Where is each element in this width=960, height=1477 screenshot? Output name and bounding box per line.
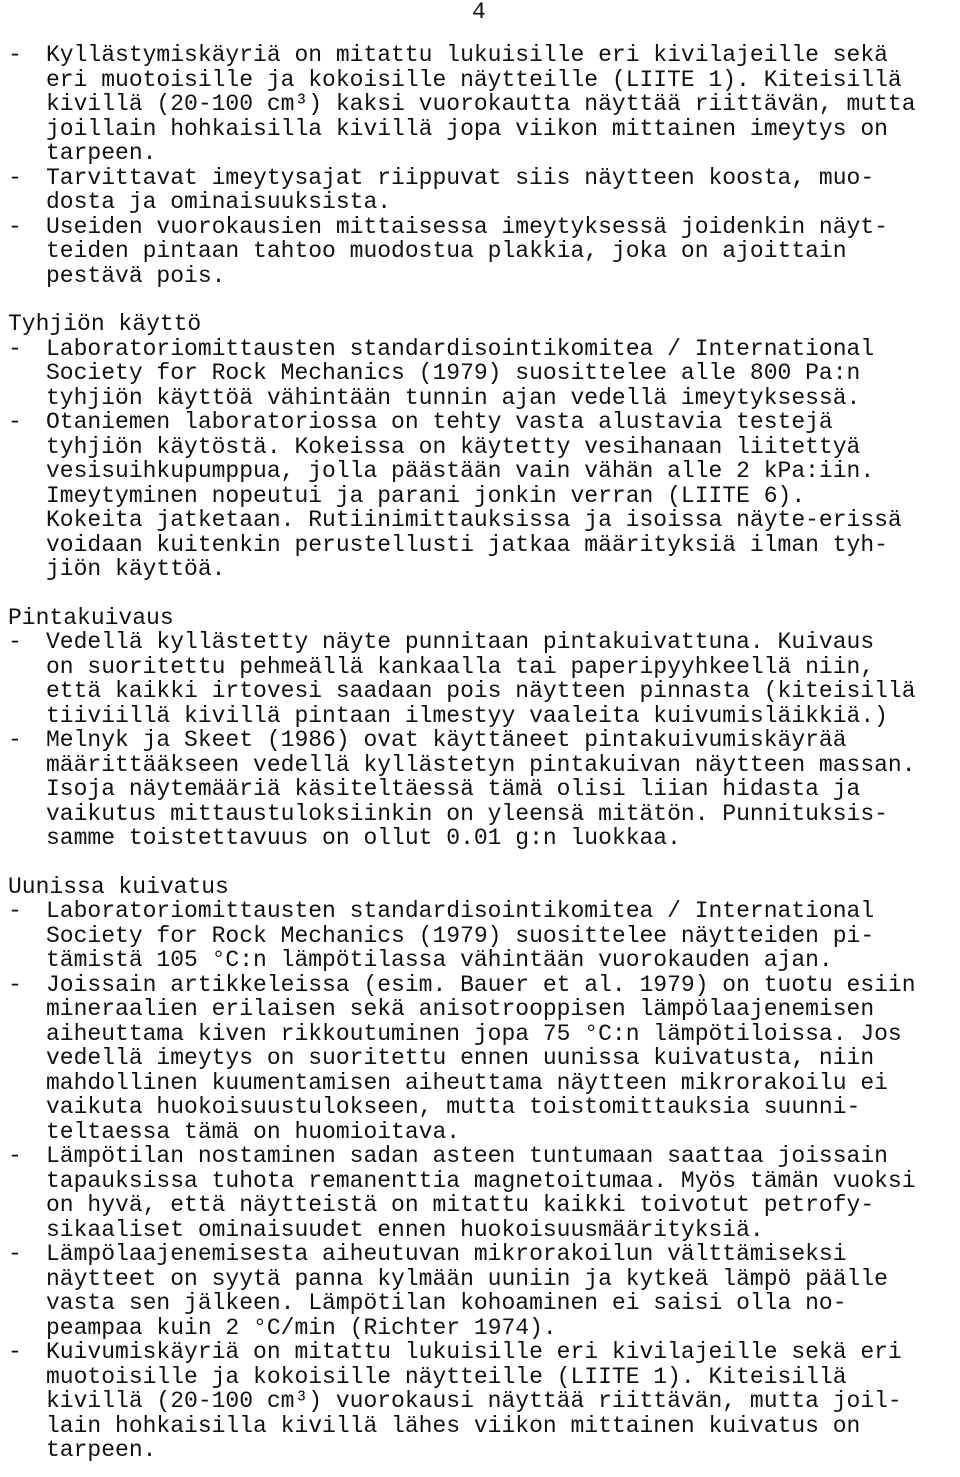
page-number: 4 (472, 0, 486, 25)
text-line: Melnyk ja Skeet (1986) ovat käyttäneet pintakuivumiskäyrää (46, 727, 847, 753)
bullet-dash: - (8, 335, 22, 362)
text-line: Society for Rock Mechanics (1979) suosittelee näytteiden pi- (46, 922, 875, 949)
intro-section (8, 43, 960, 288)
text-line: että kaikki irtovesi saadaan pois näytteen pinnasta (kiteisillä (46, 678, 916, 704)
section-spacer (8, 288, 960, 312)
list-item-text (46, 166, 960, 215)
list-item (8, 899, 960, 973)
text-line: Otaniemen laboratoriossa on tehty vasta alustavia testejä (46, 409, 833, 435)
text-line: kivillä (20-100 cm³) kaksi vuorokautta näyttää riittävän, mutta (46, 91, 916, 117)
list-item (8, 1144, 960, 1242)
text-line: vaikutus mittaustuloksiinkin on yleensä mitätön. Punnituksis- (46, 800, 888, 827)
text-line: Isoja näytemääriä käsiteltäessä tämä olisi liian hidasta ja (46, 776, 861, 802)
list-item (8, 1242, 960, 1340)
section-spacer (8, 851, 960, 875)
text-line: tarpeen. (46, 140, 157, 166)
list-item-text (46, 410, 960, 582)
text-line: Vedellä kyllästetty näyte punnitaan pintakuivattuna. Kuivaus (46, 629, 875, 655)
text-line: Kokeita jatketaan. Rutiinimittauksissa ja isoissa näyte-erissä (46, 507, 902, 533)
text-line: vasta sen jälkeen. Lämpötilan kohoaminen ei saisi olla no- (46, 1290, 847, 1316)
bullet-dash: - (8, 164, 22, 191)
section-heading: Pintakuivaus (8, 604, 174, 631)
text-line: pestävä pois. (46, 262, 226, 289)
text-line: on hyvä, että näytteistä on mitattu kaikki toivotut petrofy- (46, 1192, 875, 1218)
text-line: Joissain artikkeleissa (esim. Bauer et al. 1979) on tuotu esiin (46, 971, 916, 998)
document-body (8, 43, 960, 1463)
text-line: Lämpötilan nostaminen sadan asteen tuntumaan saattaa joissain (46, 1143, 888, 1169)
text-line: määrittääkseen vedellä kyllästetyn pintakuivan näytteen massan. (46, 751, 916, 778)
bullet-dash: - (8, 1143, 22, 1169)
text-line: vesisuihkupumppua, jolla päästään vain vähän alle 2 kPa:iin. (46, 458, 875, 484)
text-line: Useiden vuorokausien mittaisessa imeytyksessä joidenkin näyt- (46, 213, 888, 240)
list-item-text (46, 1242, 960, 1340)
text-line: Kyllästymiskäyriä on mitattu lukuisille eri kivilajeille sekä (46, 42, 888, 68)
bullet-dash: - (8, 727, 22, 753)
text-line: sikaaliset ominaisuudet ennen huokoisuusmäärityksiä. (46, 1216, 764, 1243)
text-line: jiön käyttöä. (46, 556, 226, 582)
list-item (8, 410, 960, 582)
list-item-text (46, 899, 960, 973)
text-line: muotoisille ja kokoisille näytteille (LIITE 1). Kiteisillä (46, 1363, 847, 1390)
text-line: lain hohkaisilla kivillä lähes viikon mittainen kuivatus on (46, 1412, 861, 1439)
text-line: vedellä imeytys on suoritettu ennen uunissa kuivatusta, niin (46, 1045, 875, 1071)
section-heading: Uunissa kuivatus (8, 873, 229, 900)
text-line: Lämpölaajenemisesta aiheutuvan mikrorakoilun välttämiseksi (46, 1241, 847, 1267)
text-line: dosta ja ominaisuuksista. (46, 189, 392, 215)
section-heading: Tyhjiön käyttö (8, 311, 202, 337)
list-item (8, 43, 960, 166)
text-line: Society for Rock Mechanics (1979) suosittelee alle 800 Pa:n (46, 360, 861, 386)
list-item-text (46, 1144, 960, 1242)
text-line: teltaessa tämä on huomioitava. (46, 1118, 461, 1145)
list-item (8, 973, 960, 1145)
text-line: aiheuttama kiven rikkoutuminen jopa 75 °C:n lämpötiloissa. Jos (46, 1020, 902, 1047)
bullet-dash: - (8, 629, 22, 655)
list-item-text (46, 337, 960, 411)
text-line: tyhjiön käyttöä vähintään tunnin ajan vedellä imeytyksessä. (46, 384, 861, 411)
list-item (8, 728, 960, 851)
bullet-dash: - (8, 213, 22, 240)
list-item (8, 337, 960, 411)
section-tyhjion-kaytto (8, 312, 960, 582)
text-line: näytteet on syytä panna kylmään uuniin ja kytkeä lämpö päälle (46, 1265, 888, 1292)
bullet-dash: - (8, 42, 22, 68)
bullet-dash: - (8, 971, 22, 998)
text-line: samme toistettavuus on ollut 0.01 g:n luokkaa. (46, 825, 681, 851)
text-line: Kuivumiskäyriä on mitattu lukuisille eri kivilajeille sekä eri (46, 1339, 902, 1365)
text-line: vaikuta huokoisuustulokseen, mutta toistomittauksia suunni- (46, 1094, 861, 1120)
text-line: Laboratoriomittausten standardisointikomitea / International (46, 335, 875, 362)
list-item (8, 166, 960, 215)
text-line: mahdollinen kuumentamisen aiheuttama näytteen mikrorakoilu ei (46, 1069, 888, 1096)
list-item-text (46, 630, 960, 728)
text-line: peampaa kuin 2 °C/min (Richter 1974). (46, 1314, 557, 1341)
list-item (8, 215, 960, 289)
list-item-text (46, 215, 960, 289)
list-item (8, 1340, 960, 1463)
list-item-text (46, 973, 960, 1145)
text-line: joillain hohkaisilla kivillä jopa viikon mittainen imeytys on (46, 115, 888, 142)
text-line: kivillä (20-100 cm³) vuorokausi näyttää riittävän, mutta joil- (46, 1388, 902, 1414)
list-item-text (46, 1340, 960, 1463)
section-pintakuivaus (8, 606, 960, 851)
bullet-dash: - (8, 898, 22, 924)
text-line: Imeytyminen nopeutui ja parani jonkin verran (LIITE 6). (46, 482, 806, 509)
text-line: mineraalien erilaisen sekä anisotrooppisen lämpölaajenemisen (46, 996, 875, 1022)
list-item (8, 630, 960, 728)
list-item-text (46, 728, 960, 851)
bullet-dash: - (8, 1339, 22, 1365)
text-line: on suoritettu pehmeällä kankaalla tai paperipyyhkeellä niin, (46, 653, 875, 680)
list-item-text (46, 43, 960, 166)
bullet-dash: - (8, 1241, 22, 1267)
text-line: voidaan kuitenkin perustellusti jatkaa määrityksiä ilman tyh- (46, 531, 888, 558)
text-line: teiden pintaan tahtoo muodostua plakkia, joka on ajoittain (46, 238, 847, 264)
text-line: Tarvittavat imeytysajat riippuvat siis näytteen koosta, muo- (46, 164, 875, 191)
section-spacer (8, 582, 960, 606)
text-line: tämistä 105 °C:n lämpötilassa vähintään vuorokauden ajan. (46, 947, 833, 973)
section-uunissa-kuivatus (8, 875, 960, 1463)
text-line: Laboratoriomittausten standardisointikomitea / International (46, 898, 875, 924)
text-line: tarpeen. (46, 1437, 157, 1463)
text-line: tiiviillä kivillä pintaan ilmestyy vaaleita kuivumisläikkiä.) (46, 702, 888, 729)
bullet-dash: - (8, 409, 22, 435)
text-line: tyhjiön käytöstä. Kokeissa on käytetty vesihanaan liitettyä (46, 433, 861, 460)
text-line: eri muotoisille ja kokoisille näytteille (LIITE 1). Kiteisillä (46, 66, 902, 93)
text-line: tapauksissa tuhota remanenttia magnetoitumaa. Myös tämän vuoksi (46, 1167, 916, 1194)
